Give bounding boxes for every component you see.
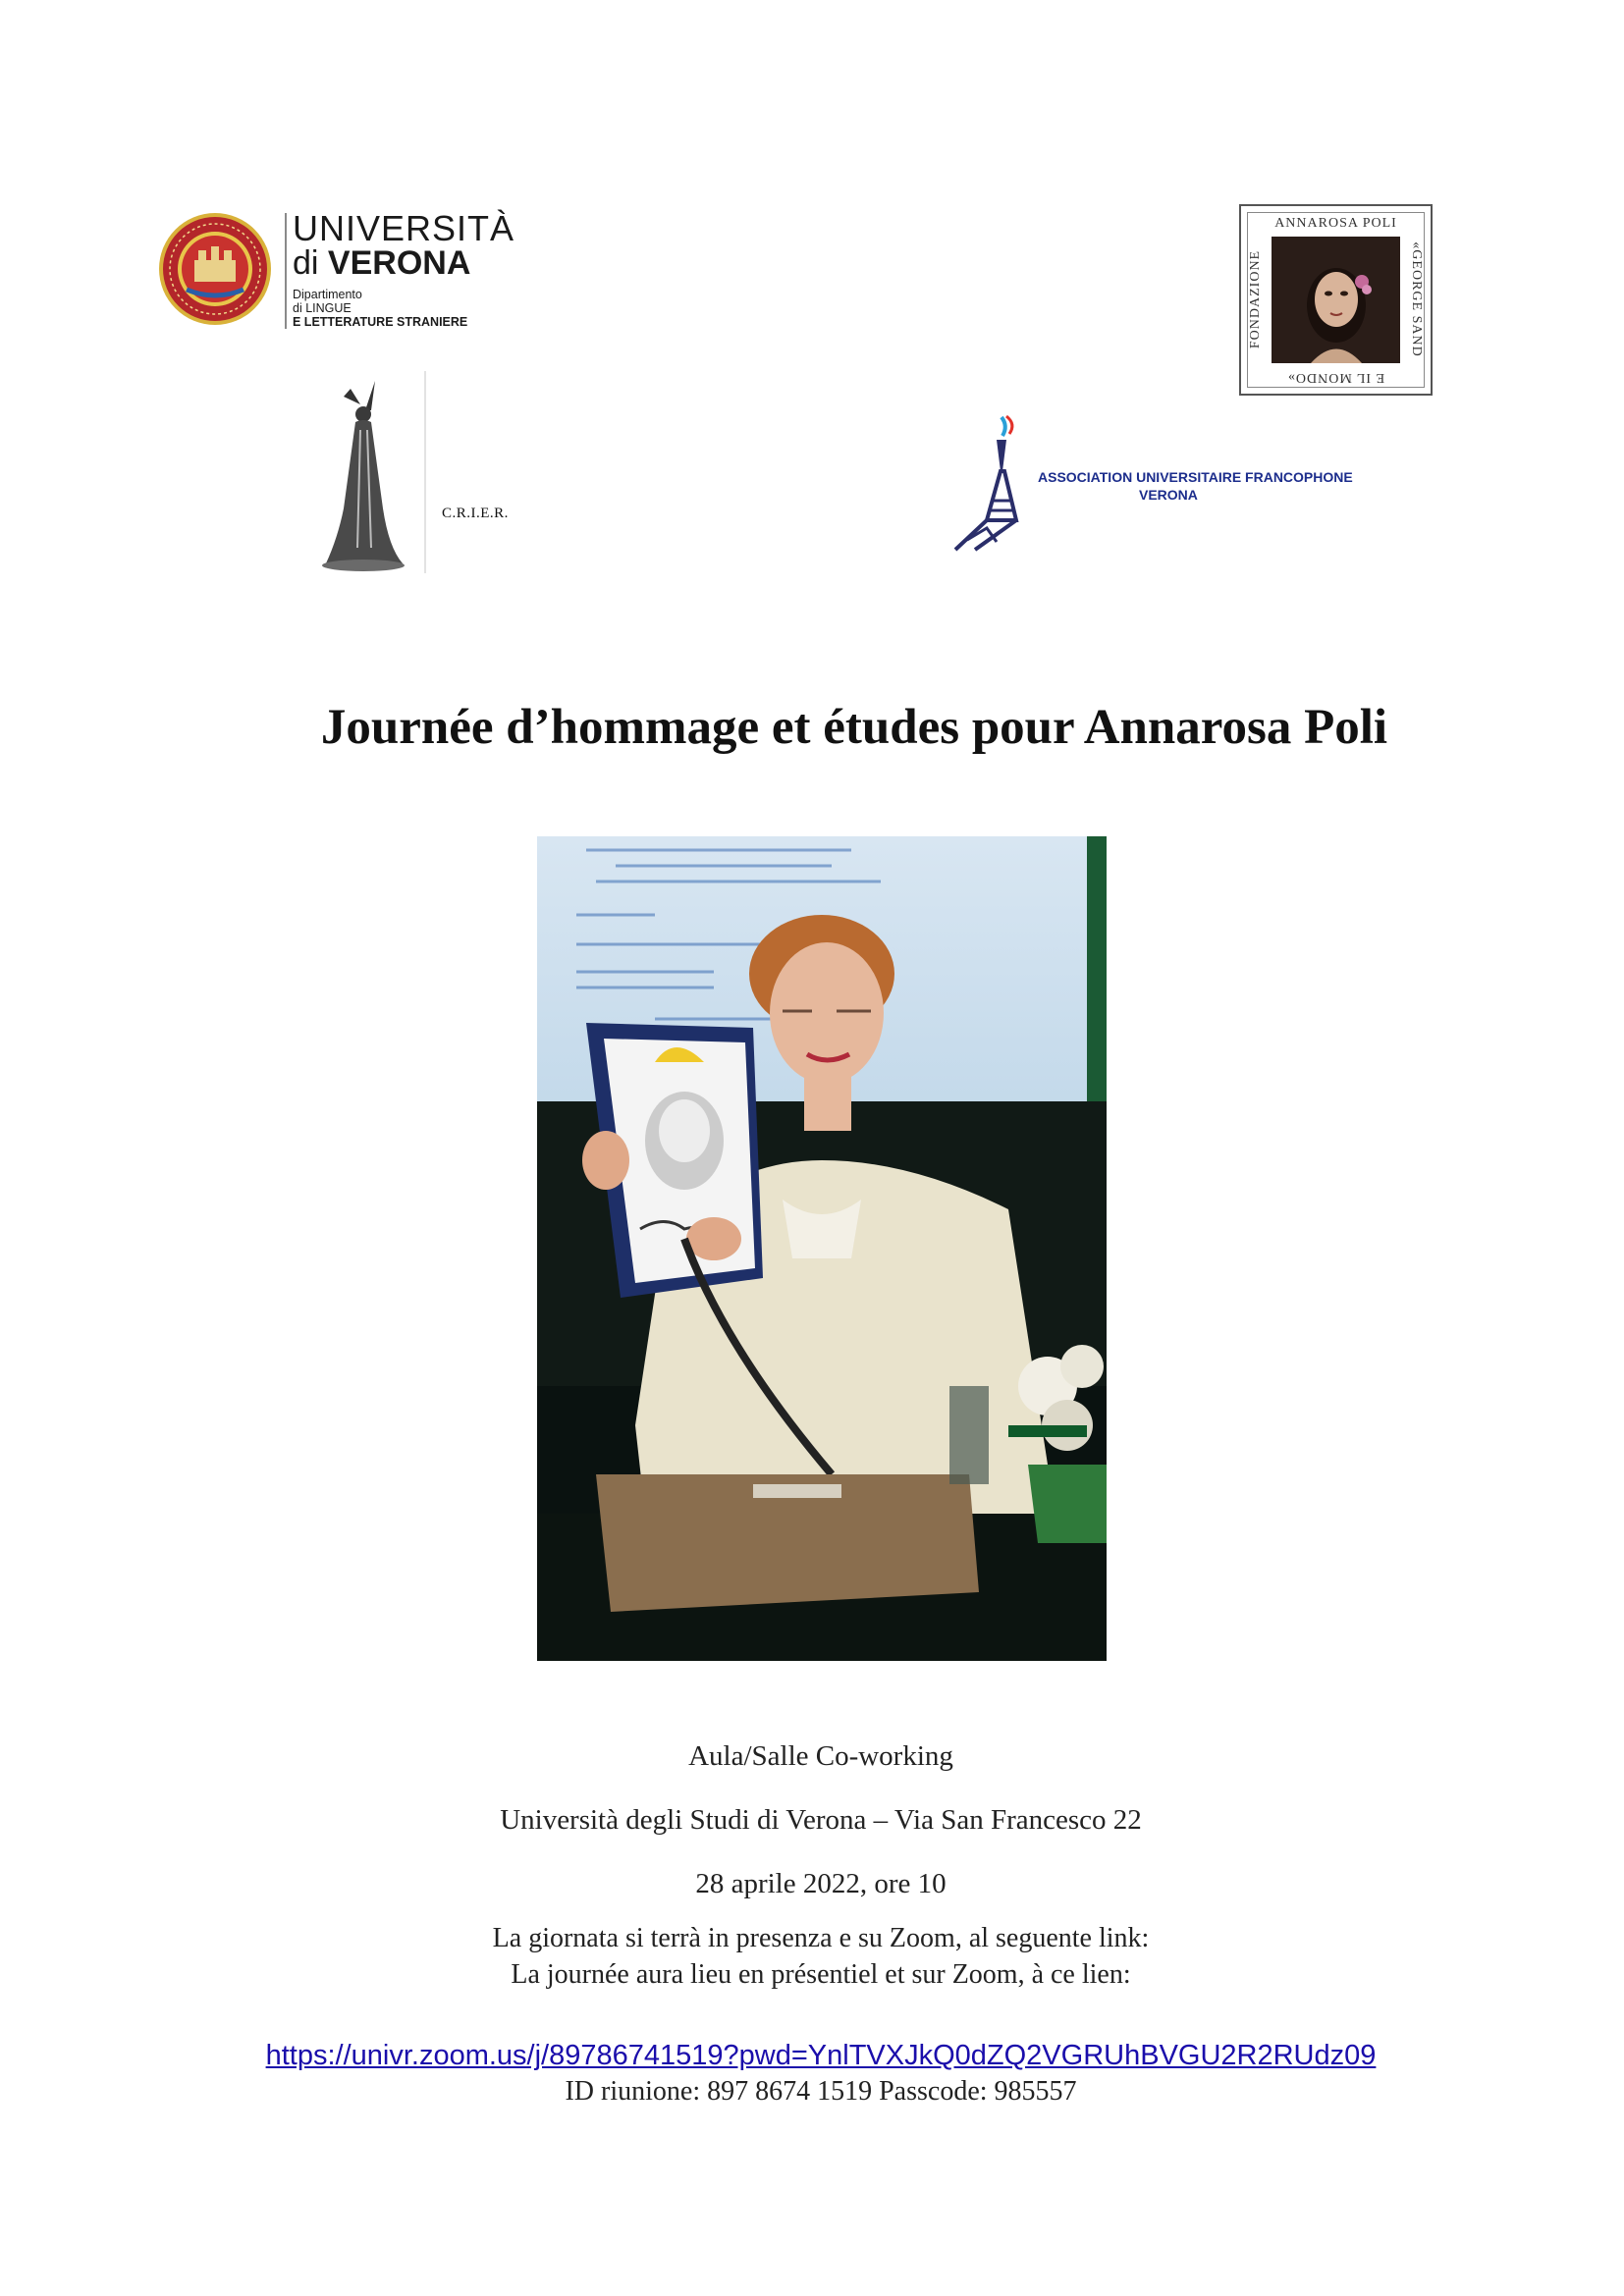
fondazione-left-text: FONDAZIONE [1248, 249, 1263, 349]
fondazione-bottom-text: E IL MONDO» [1286, 370, 1385, 385]
univr-divider [285, 213, 287, 329]
venue-text: Aula/Salle Co-working [688, 1740, 953, 1772]
meeting-id-text: ID riunione: 897 8674 1519 Passcode: 985557 [565, 2076, 1077, 2107]
fondazione-frame [1247, 212, 1425, 388]
zoom-link[interactable]: https://univr.zoom.us/j/89786741519?pwd=YnlTVXJkQ0dZQ2VGRUhBVGU2R2RUdz09 [265, 2040, 1377, 2071]
fondazione-logo [1239, 204, 1433, 396]
fondazione-top-text: ANNAROSA POLI [1274, 216, 1397, 231]
address-text: Università degli Studi di Verona – Via San Francesco 22 [500, 1804, 1142, 1836]
event-title: Journée d’hommage et études pour Annarosa Poli [320, 700, 1388, 755]
univr-name: UNIVERSITÀ [293, 208, 515, 248]
george-sand-portrait-icon [1272, 237, 1400, 363]
fondazione-right-text: «GEORGE SAND [1409, 241, 1424, 357]
auf-city: VERONA [1139, 487, 1198, 503]
crier-figure-icon [306, 371, 430, 573]
annarosa-poli-photo [537, 836, 1107, 1661]
univr-city-bold: VERONA [327, 244, 471, 282]
eiffel-tower-torch-icon [947, 412, 1046, 555]
auf-name: ASSOCIATION UNIVERSITAIRE FRANCOPHONE [1038, 469, 1353, 485]
crier-label: C.R.I.E.R. [442, 506, 509, 521]
note-italian: La giornata si terrà in presenza e su Zoom, al seguente link: [492, 1923, 1150, 1953]
univr-dept-line3: E LETTERATURE STRANIERE [293, 315, 468, 329]
univr-seal-icon [157, 211, 273, 327]
univr-logo [157, 201, 515, 334]
note-french: La journée aura lieu en présentiel et sur Zoom, à ce lien: [511, 1959, 1131, 1990]
univr-dept-line1: Dipartimento [293, 288, 362, 301]
univr-city [293, 246, 470, 280]
univr-city-prefix: di [293, 244, 328, 282]
univr-dept-line2: di LINGUE [293, 301, 352, 315]
date-text: 28 aprile 2022, ore 10 [695, 1868, 947, 1899]
